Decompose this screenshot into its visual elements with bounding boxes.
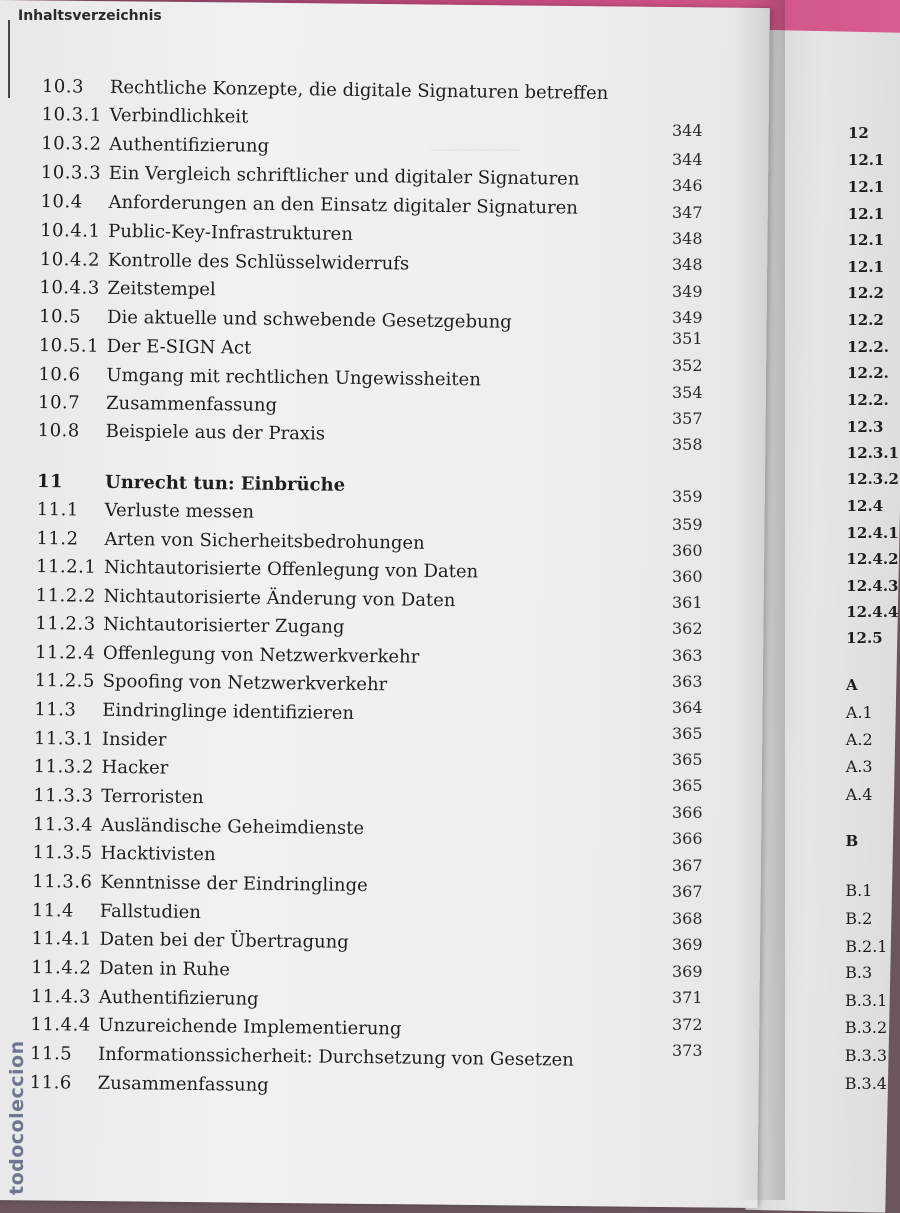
page-number: 363 [672,646,703,665]
toc-entry-title: Der E-SIGN Act [106,335,252,359]
toc-entry-number: 10.3.2 [41,133,102,155]
page-number: 362 [672,619,703,638]
right-page-section-number: B.1 [845,881,873,900]
page-number: 364 [672,698,703,717]
right-page-section-number: 12.3.2 [846,470,899,488]
right-page-section-number: B.3.4 [844,1074,887,1093]
right-page-section-number: A.3 [845,757,873,776]
right-page-section-number: 12.1 [847,151,885,169]
toc-entry-number: 11.5 [29,1042,73,1065]
page-number: 373 [672,1041,703,1060]
right-page-section-number: 12.4.1 [846,524,899,542]
toc-entry-number: 10.4.1 [40,220,101,242]
right-page-section-number: 12.3.1 [846,444,899,462]
page-number: 346 [672,176,703,195]
toc-entry-number: 11 [36,470,64,493]
right-page-section-number: B.2 [845,909,873,928]
toc-entry-number: 11.3.3 [33,784,94,807]
toc-entry-title: Anforderungen an den Einsatz digitaler Signaturen [108,191,579,219]
toc-entry-number: 10.4 [40,191,83,213]
toc-entry-number: 11.2.2 [35,584,97,607]
toc-entry-number: 10.4.3 [39,277,100,299]
toc-entry-title: Zusammenfassung [105,392,278,416]
toc-entry-number: 11.2.4 [34,641,96,664]
page-number: 369 [672,935,703,954]
right-page-section-number: 12.3 [846,418,884,436]
right-page-section-number: 12.5 [846,629,883,647]
right-page-section-number: A.2 [845,730,873,749]
toc-entry-number: 10.5 [38,306,82,328]
toc-entry [0,1071,748,1106]
page-number: 365 [672,750,703,769]
page-number: 359 [672,515,703,534]
toc-entry-title: Terroristen [101,785,204,809]
right-page-section-number: 12.2. [847,391,889,409]
right-page-section-number: B [845,832,859,850]
toc-entry-title: Spoofing von Netzwerkverkehr [102,670,388,696]
page-number: 372 [672,1015,703,1034]
toc-entry-title: Nichtautorisierter Zugang [103,613,345,638]
right-page-section-number: 12.2. [847,338,889,356]
toc-entry-title: Hacker [101,756,169,779]
toc-entry-title: Die aktuelle und schwebende Gesetzgebung [106,306,512,333]
toc-entry-title: Authentifizierung [109,133,270,157]
toc-entry-title: Kenntnisse der Eindringlinge [100,871,368,897]
toc-entry-title: Hacktivisten [100,842,216,866]
toc-entry-title: Arten von Sicherheitsbedrohungen [104,528,425,554]
toc-entry-number: 11.3.4 [32,813,94,836]
toc-entry-number: 10.7 [37,392,81,414]
toc-entry-number: 11.4.1 [31,927,92,950]
toc-entry-title: Daten in Ruhe [99,957,231,981]
page-number: 369 [672,962,703,981]
toc-entry-number: 11.2.3 [35,612,96,635]
page-number: 348 [672,255,703,274]
toc-entry-title: Kontrolle des Schlüsselwiderrufs [107,249,410,275]
toc-entry-title: Public-Key-Infrastrukturen [108,220,354,245]
page-number: 348 [672,229,703,248]
toc-entry-number: 11.4 [31,899,75,922]
toc-entry-title: Nichtautorisierte Änderung von Daten [103,585,456,612]
toc-entry-title: Insider [101,728,167,751]
toc-entry-number: 11.3.1 [33,727,95,750]
toc-entry-number: 10.3 [41,76,85,98]
right-page-section-number: 12.1 [847,258,885,276]
page-number: 367 [672,856,703,875]
page-number: 344 [672,121,703,140]
toc-entry-number: 11.3.5 [32,841,93,864]
right-page-section-number: B.3 [845,963,873,982]
right-page-section-number: 12.4.3 [846,577,899,595]
right-page-section-number: 12 [848,124,869,142]
right-page-section-number: 12.2. [847,364,889,382]
page-number: 359 [672,487,703,506]
page-number: 368 [672,909,703,928]
page-number: 354 [672,383,703,402]
page-number: 365 [672,724,703,743]
right-page-section-number: 12.1 [847,231,885,249]
toc-entry-number: 10.4.2 [39,249,101,271]
toc-entry-number: 11.4.3 [30,985,92,1008]
show-through-text: —————— [430,140,520,158]
right-page-section-number: 12.1 [847,178,885,196]
toc-entry-title: Fallstudien [99,900,202,924]
page-number: 363 [672,672,703,691]
right-page-section-number: 12.1 [847,205,885,223]
right-page-section-number: B.3.2 [844,1018,888,1037]
right-page-section-number: A [846,676,858,694]
toc-entry-number: 10.8 [37,419,80,442]
toc-entry-title: Informationssicherheit: Durchsetzung von Gesetzen [97,1043,574,1071]
page-number: 366 [672,803,703,822]
toc-entry-number: 11.2.5 [34,669,96,692]
page-number: 344 [672,150,703,169]
toc-entry-number: 11.2 [36,527,79,550]
toc-entry-number: 10.6 [38,364,81,386]
toc-entry-title: Ein Vergleich schriftlicher und digitaler Signaturen [108,162,580,190]
toc-entry-number: 11.1 [36,498,79,521]
page-number: 371 [672,988,703,1007]
right-page-section-number: 12.2 [847,284,884,302]
right-page-section-number: 12.2 [847,311,884,329]
toc-entry-title: Rechtliche Konzepte, die digitale Signaturen betreffen [109,76,609,104]
toc-entry-number: 10.3.3 [40,162,102,184]
toc-entry-number: 11.2.1 [35,555,97,578]
toc-entry-title: Unzureichende Implementierung [98,1014,402,1040]
right-page-section-number: A.1 [845,703,873,722]
toc-entry-number: 11.6 [29,1071,72,1094]
page-number: 361 [672,593,703,612]
page-number: 347 [672,203,703,222]
page-number: 365 [672,776,703,795]
page-number: 352 [672,356,703,375]
toc-entry-title: Offenlegung von Netzwerkverkehr [102,642,420,668]
toc-entry-title: Verbindlichkeit [109,104,249,128]
toc-entry-title: Zusammenfassung [97,1072,269,1096]
toc-entry-title: Nichtautorisierte Offenlegung von Daten [103,556,479,583]
toc-entry-number: 10.5.1 [38,335,100,357]
page-number: 360 [672,567,703,586]
toc-entry-title: Authentifizierung [98,986,259,1010]
toc-entry-number: 11.3.2 [33,755,95,778]
right-page-section-number: 12.4 [846,497,884,515]
toc-entry-number: 11.3.6 [32,870,93,893]
toc-entry-title: Ausländische Geheimdienste [100,814,365,840]
toc-entry-title: Zeitstempel [107,277,216,301]
right-page-section-number: A.4 [845,785,873,804]
page-number: 366 [672,829,703,848]
toc-entry-title: Eindringlinge identifizieren [102,699,355,724]
page-number: 367 [672,882,703,901]
toc-entry-title: Verluste messen [104,499,255,523]
right-page-section-number: B.2.1 [845,937,888,956]
watermark-logo: todocoleccion [6,1040,28,1195]
right-page-section-number: B.3.1 [845,991,888,1010]
right-page-section-number: B.3.3 [844,1046,888,1065]
toc-entry-number: 11.4.2 [31,956,92,979]
toc-entry-title: Unrecht tun: Einbrüche [104,471,346,496]
page-number: 349 [672,282,703,301]
running-header: Inhaltsverzeichnis [18,8,162,24]
page-number: 360 [672,541,703,560]
page-number: 351 [672,329,703,348]
right-page-section-number: 12.4.2 [846,550,899,568]
toc-entry-title: Daten bei der Übertragung [99,928,349,953]
page-number: 349 [672,308,703,327]
toc-entry-number: 11.3 [34,698,77,721]
right-page-section-number: 12.4.4 [846,603,899,621]
toc-entry-title: Umgang mit rechtlichen Ungewissheiten [106,364,481,391]
toc-entry-number: 10.3.1 [41,104,102,126]
toc-entry-number: 11.4.4 [30,1013,91,1036]
page-number: 357 [672,409,703,428]
toc-entry-title: Beispiele aus der Praxis [105,420,326,445]
page-number: 358 [672,435,703,454]
